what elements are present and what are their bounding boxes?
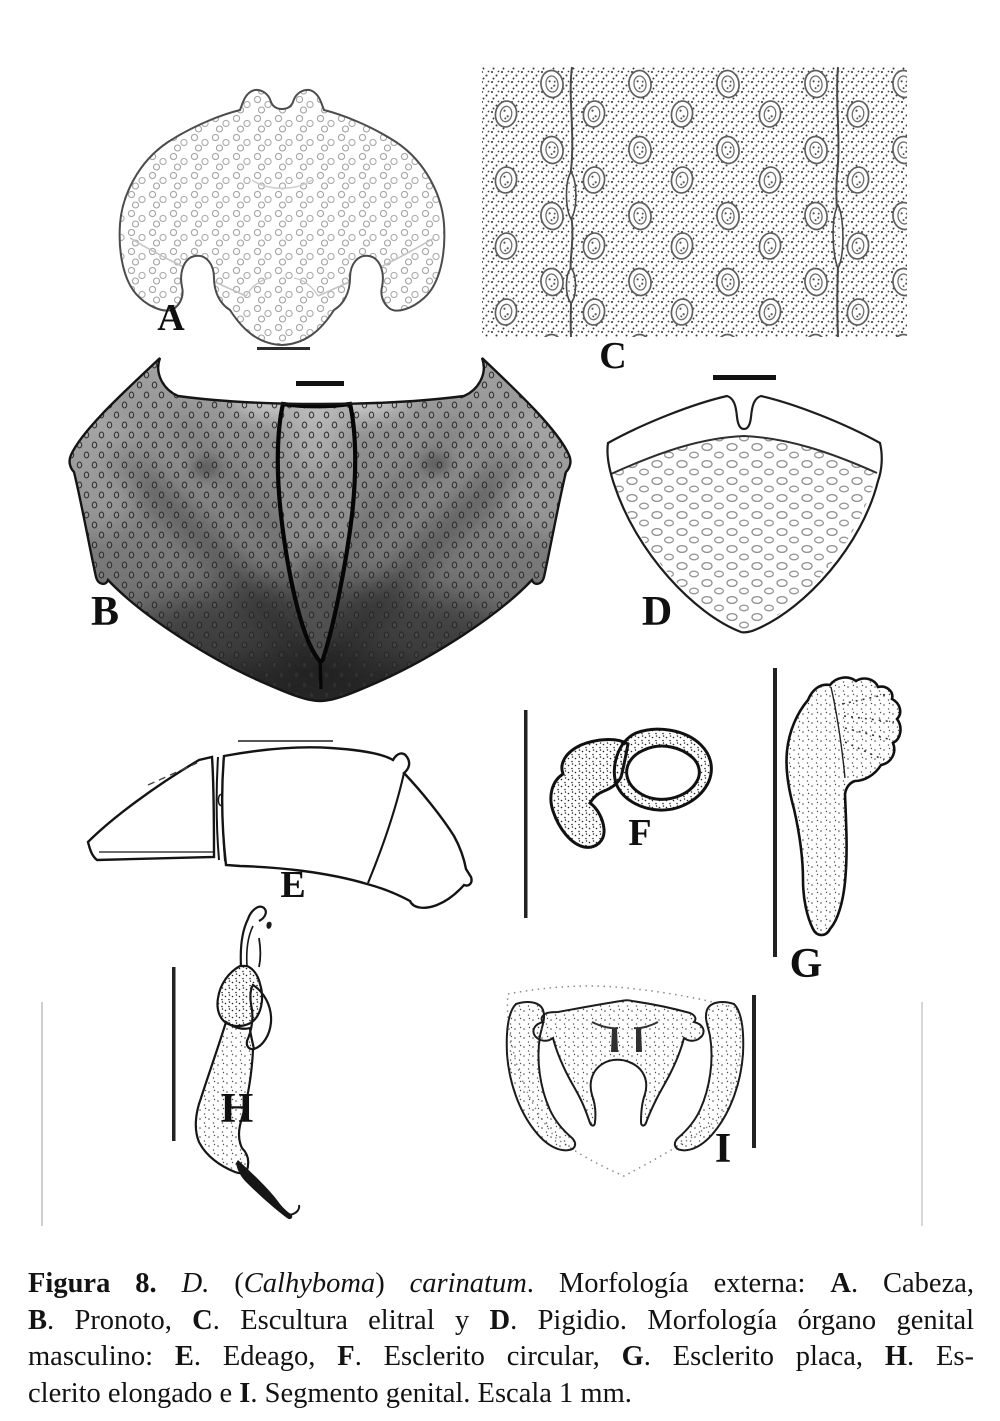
panel-label-c: C: [599, 335, 627, 377]
panel-label-d: D: [641, 589, 673, 635]
scale-bar-h: [172, 967, 176, 1141]
panel-f-circular-sclerite-drawing: [524, 710, 711, 918]
scale-bar-i: [752, 995, 756, 1148]
panel-i-genital-segment-drawing: [507, 986, 923, 1226]
figure-caption: [28, 1266, 974, 1412]
caption-line: clerito elongado e I. Segmento genital. Escala 1 mm.: [28, 1377, 632, 1409]
scale-bar-a: [257, 347, 310, 350]
scale-bar-f: [524, 710, 528, 918]
panel-label-a: A: [157, 297, 185, 339]
panel-label-b: B: [90, 589, 120, 635]
scale-bar-d: [713, 375, 776, 380]
panel-label-g: G: [789, 941, 823, 987]
panel-c-elytral-sculpture: [482, 67, 907, 377]
scale-bar-b: [296, 381, 344, 386]
panel-d-pygidium-drawing: [607, 375, 881, 635]
caption-line: Figura 8. D. (Calhyboma) carinatum. Morfología externa: A. Cabeza,: [28, 1268, 974, 1299]
panel-e-aedeagus-drawing: [88, 740, 472, 908]
panel-label-f: F: [628, 812, 652, 854]
panel-label-e: E: [280, 864, 306, 906]
caption-line: masculino: E. Edeago, F. Esclerito circular, G. Esclerito placa, H. Es-: [28, 1341, 974, 1372]
panel-b-pronotum-drawing: [50, 358, 590, 750]
panel-h-elongate-sclerite-drawing: [41, 907, 299, 1226]
margin-rule-right: [921, 1002, 923, 1226]
panel-g-plate-sclerite-drawing: [773, 668, 900, 987]
scale-bar-e: [238, 740, 333, 742]
central-sclerite: [533, 1000, 703, 1125]
scale-bar-g: [773, 668, 777, 957]
caption-line: B. Pronoto, C. Escultura elitral y D. Pigidio. Morfología órgano genital: [28, 1304, 975, 1336]
pronotum-median-seam: [320, 659, 321, 689]
panel-label-i: I: [714, 1126, 732, 1172]
margin-rule-left: [41, 1002, 43, 1226]
panel-a-head-drawing: [110, 80, 455, 355]
panel-label-h: H: [220, 1086, 254, 1132]
